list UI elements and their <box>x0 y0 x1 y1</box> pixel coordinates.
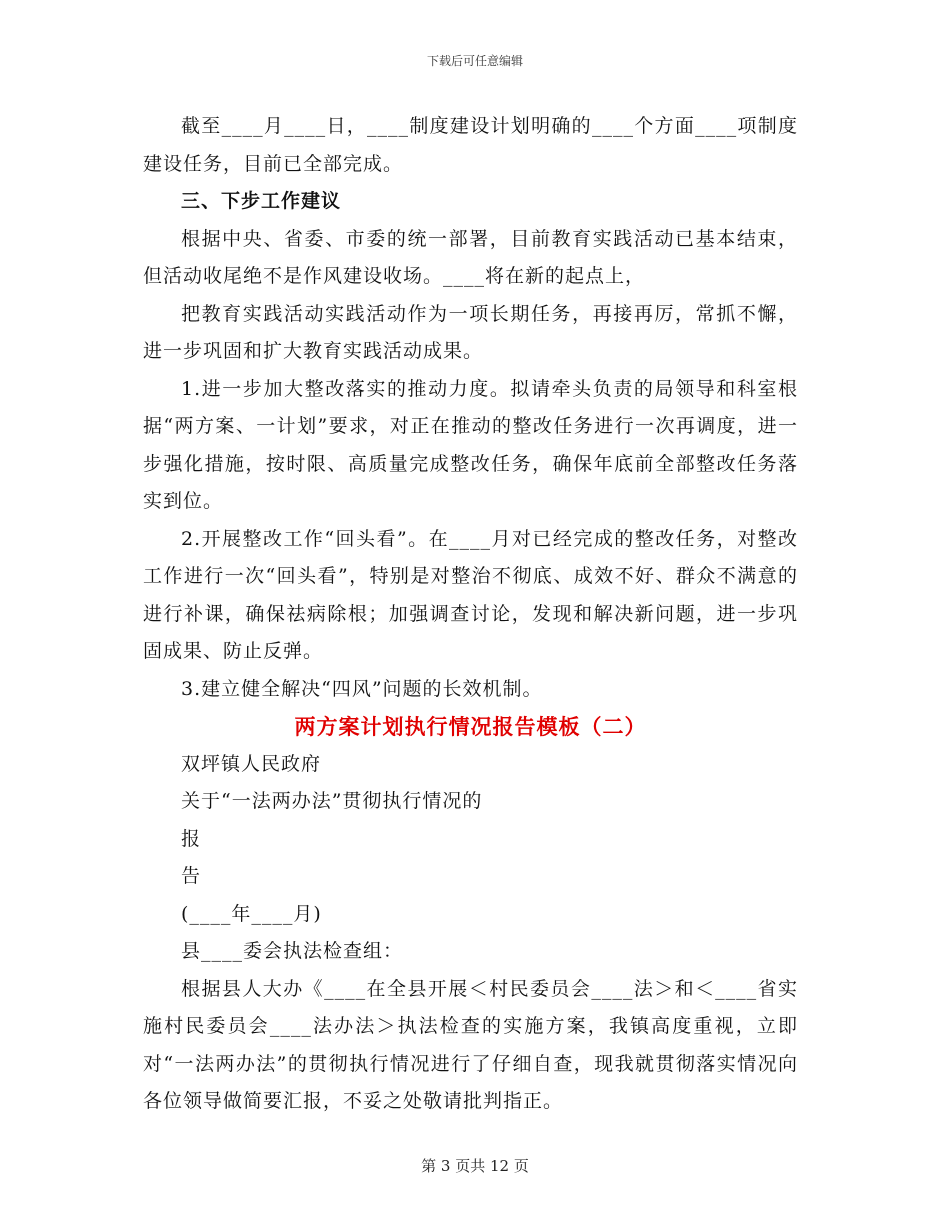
report-word-1: 报 <box>181 827 202 850</box>
paragraph-report-intro: 根据县人大办《____在全县开展＜村民委员会____法＞和＜____省实施村民委员会____法办法＞执法检查的实施方案，我镇高度重视，立即对“一法两办法”的贯彻执行情况进行了仔细自查，现我就贯彻落实情况向各位领导做简要汇报，不妥之处敬请批判指正。 <box>143 977 798 1112</box>
subject-line: 关于“一法两办法”贯彻执行情况的 <box>181 790 483 812</box>
report-word-2: 告 <box>181 865 202 887</box>
addressee-line: 县____委会执法检查组： <box>181 940 404 962</box>
list-item-3: 3.建立健全解决“四风”问题的长效机制。 <box>181 677 543 700</box>
date-line: (____年____月) <box>181 902 322 925</box>
paragraph-long-term-task: 把教育实践活动实践活动作为一项长期任务，再接再厉，常抓不懈，进一步巩固和扩大教育实践活动成果。 <box>143 302 798 362</box>
document-body <box>143 108 798 1121</box>
list-item-1: 1.进一步加大整改落实的推动力度。拟请牵头负责的局领导和科室根据“两方案、一计划”要求，对正在推动的整改任务进行一次再调度，进一步强化措施，按时限、高质量完成整改任务，确保年底前全部整改任务落实到位。 <box>143 377 798 512</box>
list-item-2: 2.开展整改工作“回头看”。在____月对已经完成的整改任务，对整改工作进行一次“回头看”，特别是对整治不彻底、成效不好、群众不满意的进行补课，确保祛病除根；加强调查讨论，发现和解决新问题，进一步巩固成果、防止反弹。 <box>143 527 798 662</box>
section-heading-next-steps: 三、下步工作建议 <box>181 190 342 212</box>
document-title: 两方案计划执行情况报告模板（二） <box>294 714 647 739</box>
paragraph-completion-status: 截至____月____日，____制度建设计划明确的____个方面____项制度建设任务，目前已全部完成。 <box>143 115 798 175</box>
paragraph-deployment: 根据中央、省委、市委的统一部署，目前教育实践活动已基本结束，但活动收尾绝不是作风建设收场。____将在新的起点上， <box>143 227 798 287</box>
page-footer: 第 3 页共 12 页 <box>421 1157 529 1175</box>
page-header: 下载后可任意编辑 <box>426 54 523 68</box>
issuer-line: 双坪镇人民政府 <box>181 752 322 775</box>
